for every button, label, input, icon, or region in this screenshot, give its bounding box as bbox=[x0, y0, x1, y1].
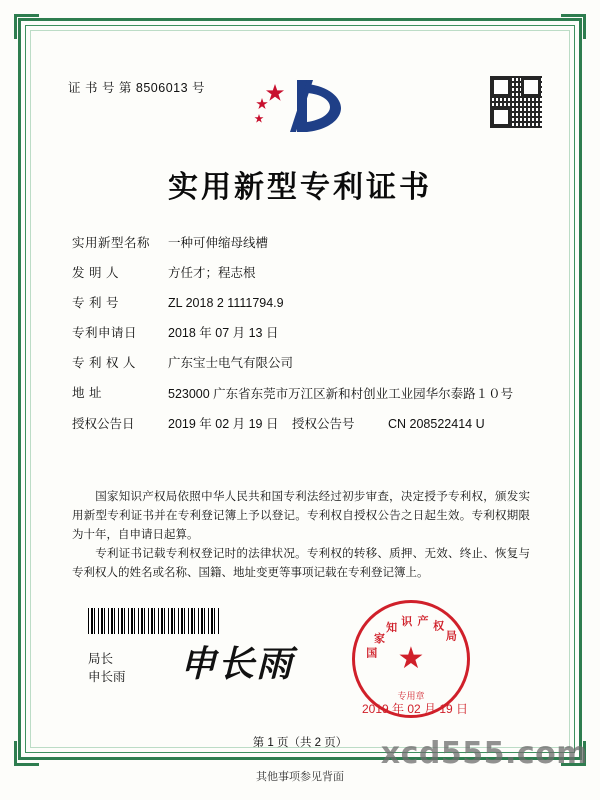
seal-arc-text: 国 家 知 识 产 权 局 bbox=[366, 614, 457, 660]
patent-office-logo-icon bbox=[245, 78, 355, 136]
field-row-application-date bbox=[72, 325, 532, 342]
paragraph-text: 专利证书记载专利权登记时的法律状况。专利权的转移、质押、无效、终止、恢复与专利权人的姓名或名称、国籍、地址变更等事项记载在专利登记簿上。 bbox=[72, 548, 530, 579]
field-row-inventors bbox=[72, 265, 532, 282]
page-title: 实用新型专利证书 bbox=[168, 170, 432, 205]
field-row-patent-number bbox=[72, 295, 532, 312]
field-value: 广东宝士电气有限公司 bbox=[168, 356, 294, 370]
field-value: ZL 2018 2 1111794.9 bbox=[168, 296, 284, 310]
field-label-publication-number: 授权公告号 bbox=[292, 417, 355, 431]
field-label-grant-date: 授权公告日 bbox=[72, 417, 135, 431]
field-label: 地 址 bbox=[72, 386, 102, 400]
director-title-label: 局长 bbox=[88, 652, 114, 666]
field-row-address bbox=[72, 385, 532, 403]
seal-date: 2019 年 02 月 19 日 bbox=[362, 702, 469, 716]
field-label: 实用新型名称 bbox=[72, 236, 151, 250]
field-value: 2018 年 07 月 13 日 bbox=[168, 326, 279, 340]
field-value: 方任才；程志根 bbox=[168, 266, 256, 280]
director-name-label: 申长雨 bbox=[88, 670, 126, 684]
field-value-publication-number: CN 208522414 U bbox=[388, 417, 485, 431]
qr-code-finder-icon bbox=[491, 107, 511, 127]
field-value-grant-date: 2019 年 02 月 19 日 bbox=[168, 417, 279, 431]
footer-note: 其他事项参见背面 bbox=[256, 771, 344, 783]
field-label: 专利申请日 bbox=[72, 326, 138, 340]
star-icon: ★ bbox=[397, 642, 425, 675]
corner-decoration-top-left bbox=[14, 14, 39, 39]
patent-details-list bbox=[72, 235, 532, 446]
barcode-icon bbox=[88, 608, 220, 634]
paragraph-text: 国家知识产权局依照中华人民共和国专利法经过初步审查，决定授予专利权，颁发实用新型专利证书并在专利登记簿上予以登记。专利权自授权公告之日起生效。专利权期限为十年，自申请日起算。 bbox=[72, 491, 530, 541]
field-value: 一种可伸缩母线槽 bbox=[168, 236, 269, 250]
qr-code-icon bbox=[490, 76, 542, 128]
field-row-utility-model-name bbox=[72, 235, 532, 252]
field-row-grant-info bbox=[72, 416, 532, 433]
director-title-block bbox=[88, 650, 126, 686]
field-label: 专 利 号 bbox=[72, 296, 119, 310]
field-value: 523000 广东省东莞市万江区新和村创业工业园华尔泰路１０号 bbox=[168, 387, 514, 401]
watermark: xcd555.com bbox=[380, 736, 588, 771]
director-handwritten-signature: 申长雨 bbox=[180, 643, 295, 685]
certificate-number: 证 书 号 第 8506013 号 bbox=[68, 81, 206, 95]
field-label: 发 明 人 bbox=[72, 266, 119, 280]
corner-decoration-top-right bbox=[561, 14, 586, 39]
field-label: 专 利 权 人 bbox=[72, 356, 136, 370]
legal-paragraph-one bbox=[72, 488, 530, 545]
legal-paragraph-two bbox=[72, 545, 530, 583]
page-number: 第 1 页（共 2 页） bbox=[252, 737, 348, 749]
field-row-patentee bbox=[72, 355, 532, 372]
seal-bottom-text: 专用章 bbox=[397, 691, 425, 701]
